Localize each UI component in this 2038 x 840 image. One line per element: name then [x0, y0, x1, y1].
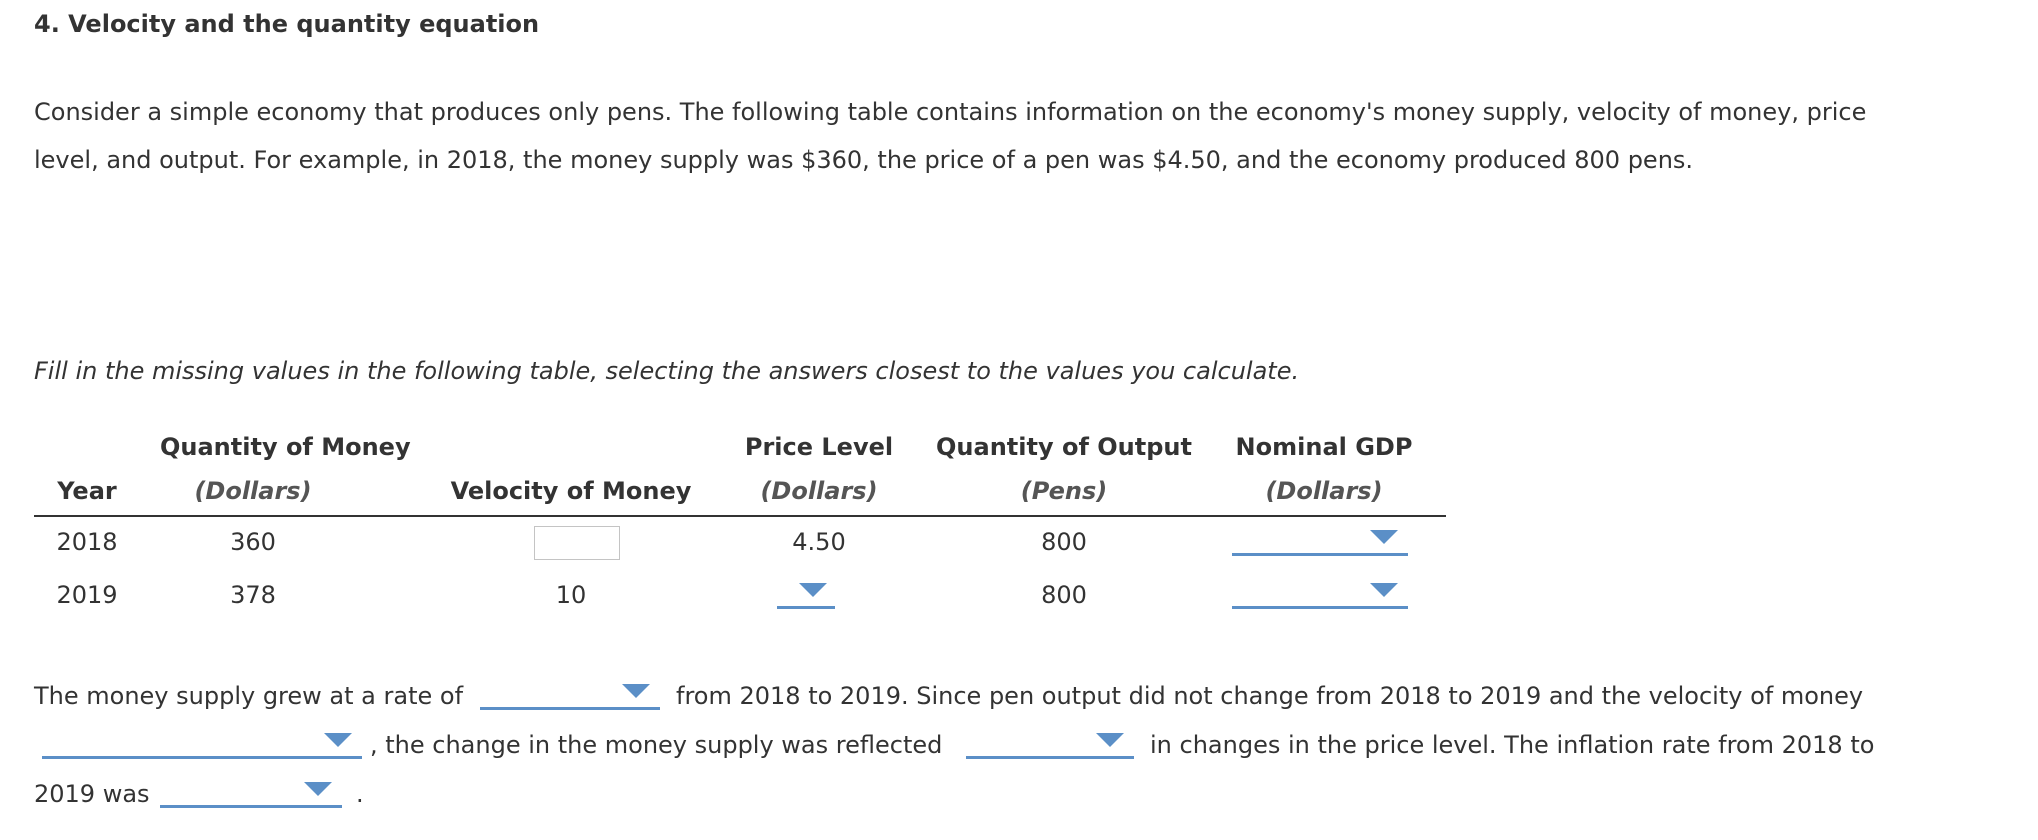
para-text-2: from 2018 to 2019. Since pen output did not change from 2018 to 2019 and the velocity of money: [676, 682, 1864, 710]
velocity-change-dropdown[interactable]: [42, 729, 362, 759]
header-price: Price Level: [744, 433, 894, 461]
triangle-down-icon: [622, 684, 650, 698]
triangle-down-icon: [324, 733, 352, 747]
header-price-unit: (Dollars): [760, 477, 878, 505]
triangle-down-icon: [1370, 583, 1398, 597]
cell-year-2018: 2018: [56, 528, 118, 556]
triangle-down-icon: [304, 782, 332, 796]
velocity-2018-input[interactable]: [534, 526, 620, 560]
cell-year-2019: 2019: [56, 581, 118, 609]
gdp-2019-dropdown[interactable]: [1232, 579, 1408, 609]
price-2019-dropdown[interactable]: [777, 579, 835, 609]
para-text-1: The money supply grew at a rate of: [34, 682, 464, 710]
triangle-down-icon: [1370, 530, 1398, 544]
reflection-dropdown[interactable]: [966, 729, 1134, 759]
cell-money-2018: 360: [230, 528, 276, 556]
header-gdp: Nominal GDP: [1235, 433, 1413, 461]
inflation-rate-dropdown[interactable]: [160, 778, 342, 808]
header-money-unit: (Dollars): [194, 477, 312, 505]
para-text-6: .: [356, 780, 364, 808]
header-output-unit: (Pens): [1020, 477, 1108, 505]
header-money: Quantity of Money: [160, 433, 411, 461]
intro-text: Consider a simple economy that produces only pens. The following table contains information on the economy's money supply, velocity of money, price level, and output. For example, in 2018, the money supply was $360, the price of a pen was $4.50, and the economy produced 800 pens.: [34, 98, 1867, 174]
para-text-3: , the change in the money supply was reflected: [370, 731, 943, 759]
header-output: Quantity of Output: [936, 433, 1192, 461]
cell-output-2019: 800: [1041, 581, 1087, 609]
instruction-text: Fill in the missing values in the following table, selecting the answers closest to the values you calculate.: [34, 357, 1300, 385]
header-velocity: Velocity of Money: [450, 477, 692, 505]
question-title: 4. Velocity and the quantity equation: [34, 10, 540, 38]
triangle-down-icon: [799, 583, 827, 597]
data-table: [34, 420, 1446, 630]
gdp-2018-dropdown[interactable]: [1232, 526, 1408, 556]
header-gdp-unit: (Dollars): [1265, 477, 1383, 505]
cell-output-2018: 800: [1041, 528, 1087, 556]
money-growth-dropdown[interactable]: [480, 680, 660, 710]
header-divider: [34, 515, 1446, 517]
cell-price-2018: 4.50: [792, 528, 846, 556]
header-year: Year: [57, 477, 117, 505]
para-text-5: 2019 was: [34, 780, 150, 808]
triangle-down-icon: [1096, 733, 1124, 747]
cell-money-2019: 378: [230, 581, 276, 609]
cell-velocity-2019: 10: [555, 581, 587, 609]
para-text-4: in changes in the price level. The inflation rate from 2018 to: [1150, 731, 1875, 759]
